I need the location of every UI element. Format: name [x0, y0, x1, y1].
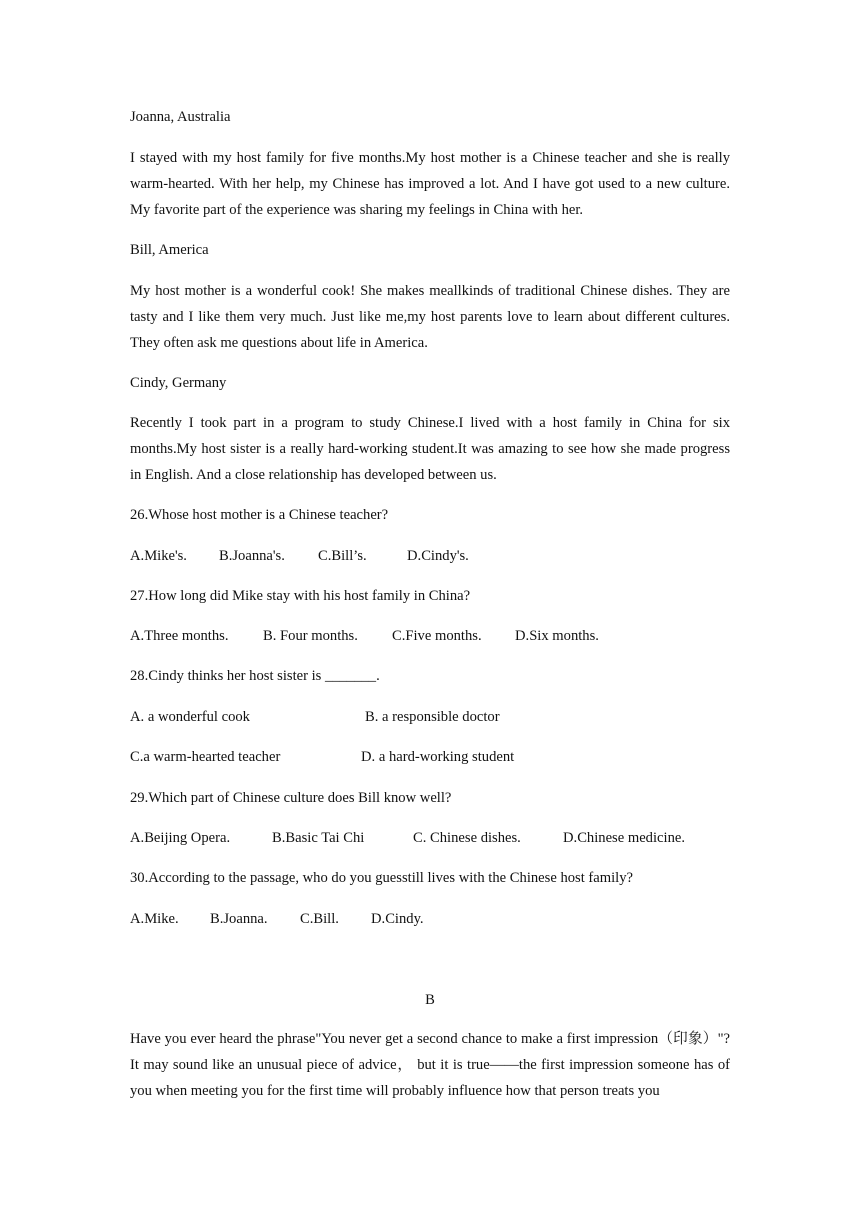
question-28: 28.Cindy thinks her host sister is _______. — [130, 668, 380, 684]
section-b-text: Have you ever heard the phrase"You never get a second chance to make a first impression（印象）"?It may sound like an unusual piece of advice， but it is true——the first impression someone has of you when meeting you for the first time will probably influence how that person treats you — [130, 1031, 730, 1099]
option-c: C.Bill’s. — [318, 548, 367, 564]
letter-author: Joanna, Australia — [130, 109, 231, 125]
option-c: C. Chinese dishes. — [413, 830, 521, 846]
question-29: 29.Which part of Chinese culture does Bill know well? — [130, 790, 452, 806]
option-b: B.Joanna's. — [219, 548, 285, 564]
options-28 — [130, 708, 750, 726]
option-b: B.Joanna. — [210, 911, 268, 927]
option-d: D.Cindy's. — [407, 548, 469, 564]
option-c: C.Five months. — [392, 628, 482, 644]
option-b: B. a responsible doctor — [365, 709, 500, 725]
option-b: B. Four months. — [263, 628, 358, 644]
option-a: A.Mike's. — [130, 548, 187, 564]
options-30 — [130, 910, 750, 928]
options-29 — [130, 829, 750, 847]
option-a: A. a wonderful cook — [130, 709, 250, 725]
option-c: C.Bill. — [300, 911, 339, 927]
options-28-cont — [130, 748, 750, 766]
option-b: B.Basic Tai Chi — [272, 830, 365, 846]
options-26 — [130, 547, 750, 565]
question-26: 26.Whose host mother is a Chinese teacher? — [130, 507, 389, 523]
option-a: A.Mike. — [130, 911, 179, 927]
options-27 — [130, 627, 750, 645]
question-30: 30.According to the passage, who do you guesstill lives with the Chinese host family? — [130, 870, 633, 886]
letter-text: My host mother is a wonderful cook! She makes meallkinds of traditional Chinese dishes. They are tasty and I like them very much. Just like me,my host parents love to learn about different cultures. They often ask me questions about life in America. — [130, 283, 730, 351]
question-27: 27.How long did Mike stay with his host family in China? — [130, 588, 471, 604]
letter-text: Recently I took part in a program to study Chinese.I lived with a host family in China for six months.My host sister is a really hard-working student.It was amazing to see how she made progress in English. And a close relationship has developed between us. — [130, 415, 730, 483]
option-d: D.Cindy. — [371, 911, 424, 927]
letter-author: Cindy, Germany — [130, 375, 227, 391]
option-d: D. a hard-working student — [361, 749, 515, 765]
option-d: D.Six months. — [515, 628, 599, 644]
letter-text: I stayed with my host family for five months.My host mother is a Chinese teacher and she is really warm-hearted. With her help, my Chinese has improved a lot. And I have got used to a new culture. My favorite part of the experience was sharing my feelings in China with her. — [130, 150, 730, 218]
option-a: A.Beijing Opera. — [130, 830, 231, 846]
option-c: C.a warm-hearted teacher — [130, 749, 281, 765]
option-a: A.Three months. — [130, 628, 229, 644]
option-d: D.Chinese medicine. — [563, 830, 685, 846]
letter-author: Bill, America — [130, 242, 209, 258]
section-heading: B — [425, 992, 435, 1008]
